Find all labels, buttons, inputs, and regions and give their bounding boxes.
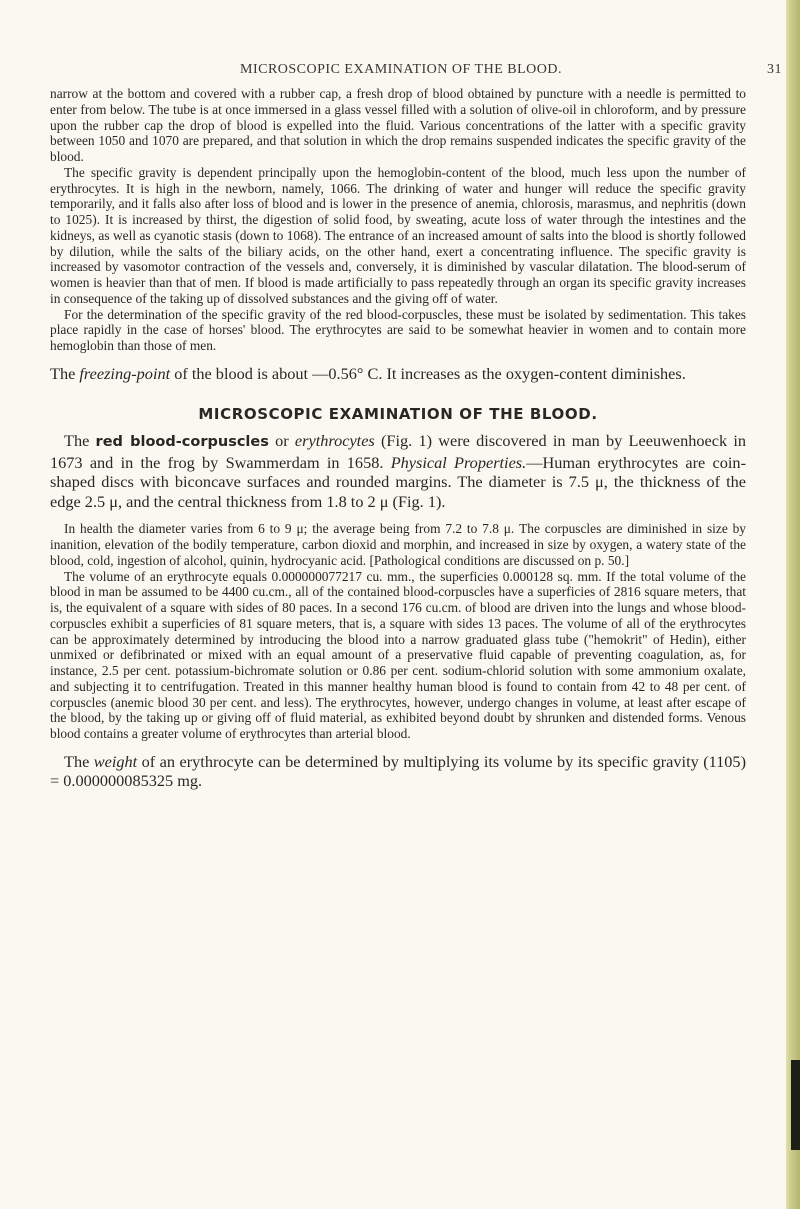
subhead-physical-properties: Physical Properties. <box>390 452 527 472</box>
term-weight: weight <box>93 751 138 771</box>
term-erythrocytes: erythrocytes <box>294 431 375 451</box>
paragraph-specific-gravity-method: narrow at the bottom and covered with a rubber cap, a fresh drop of blood obtained by puncture with a needle is permitted to enter from below. The tube is at once immersed in a glass vessel filled with a solution of olive-oil in chloroform, and by pressure upon the rubber cap the drop of blood is expelled into the fluid. Various concentrations of the latter with a specific gravity between 1050 and 1070 are prepared, and that solution in which the drop remains suspended indicates the specific gravity of the blood. <box>50 86 746 164</box>
page-edge <box>786 0 800 1209</box>
paragraph-corpuscle-gravity: For the determination of the specific gravity of the red blood-corpuscles, these must be isolated by sedimentation. This takes place rapidly in the case of horses' blood. The erythrocytes are said to be somewhat heavier in women and to contain more hemoglobin than those of men. <box>50 306 746 353</box>
paragraph-red-corpuscles: The red blood-corpuscles or erythrocytes (Fig. 1) were discovered in man by Leeuwenhoeck in 1673 and in the frog by Swammerdam in 1658. Physical Properties.—Human erythrocytes are coin-shaped discs with biconcave surfaces and rounded margins. The diameter is 7.5 μ, the thickness of the edge 2.5 μ, and the central thickness from 1.8 to 2 μ (Fig. 1). <box>50 431 746 511</box>
page-body <box>50 86 746 791</box>
section-title: MICROSCOPIC EXAMINATION OF THE BLOOD. <box>198 405 598 424</box>
paragraph-freezing-point: The freezing-point of the blood is about —0.56° C. It increases as the oxygen-content diminishes. <box>50 363 686 383</box>
term-freezing-point: freezing-point <box>79 363 171 383</box>
term-red-blood-corpuscles: red blood-corpuscles <box>95 434 269 451</box>
page-number: 31 <box>767 62 782 77</box>
paragraph-diameter-variation: In health the diameter varies from 6 to 9 μ; the average being from 7.2 to 7.8 μ. The corpuscles are diminished in size by inanition, elevation of the bodily temperature, carbon dioxid and morphin, and increased in size by oxygen, a watery state of the blood, cold, ingestion of alcohol, quinin, hydrocyanic acid. [Pathological conditions are discussed on p. 50.] <box>50 521 746 568</box>
paragraph-weight: The weight of an erythrocyte can be determined by multiplying its volume by its specific gravity (1105) = 0.000000085325 mg. <box>50 751 746 791</box>
page-edge-mark <box>791 1060 800 1150</box>
running-title: MICROSCOPIC EXAMINATION OF THE BLOOD. <box>240 62 562 77</box>
paragraph-volume-superficies: The volume of an erythrocyte equals 0.000000077217 cu. mm., the superficies 0.000128 sq. mm. If the total volume of the blood in man be assumed to be 4400 cu.cm., all of the contained blood-corpuscles have a superficies of 2816 square meters, that is, the equivalent of a square with sides of 80 paces. In a second 176 cu.cm. of blood are driven into the lungs and whose blood-corpuscles exhibit a superficies of 81 square meters, that is, a square with sides 13 paces. The volume of all of the erythrocytes can be approximately determined by introducing the blood into a narrow graduated glass tube ("hemokrit" of Hedin), either unmixed or defibrinated or mixed with an equal amount of a preservative fluid capable of preventing coagulation, as, for instance, 2.5 per cent. potassium-bichromate solution or 0.86 per cent. sodium-chlorid solution with some ammonium oxalate, and subjecting it to centrifugation. Treated in this manner healthy human blood is found to contain from 42 to 48 per cent. of corpuscles (anemic blood 30 per cent. and less). The erythrocytes, however, undergo changes in volume, at least after escape of the blood, by the taking up or giving off of fluid material, as exhibited beyond doubt by shrunken and distended forms. Venous blood contains a greater volume of erythrocytes than arterial blood. <box>50 568 746 741</box>
paragraph-specific-gravity-factors: The specific gravity is dependent principally upon the hemoglobin-content of the blood, much less upon the number of erythrocytes. It is high in the newborn, namely, 1066. The drinking of water and hunger will reduce the specific gravity temporarily, and it falls also after loss of blood and is lower in the presence of anemia, chlorosis, marasmus, and nephritis (down to 1025). It is increased by thirst, the digestion of solid food, by sweating, acute loss of water through the intestines and the kidneys, as well as cyanotic stasis (down to 1068). The entrance of an increased amount of salts into the blood is shortly followed by dilution, while the salts of the biliary acids, on the other hand, exert a concentrating influence. The specific gravity is increased by vasomotor contraction of the vessels and, conversely, it is diminished by vascular dilatation. The blood-serum of women is heavier than that of men. If blood is made artificially to pass repeatedly through an organ its specific gravity increases in consequence of the taking up of dissolved substances and the giving off of water. <box>50 164 746 306</box>
